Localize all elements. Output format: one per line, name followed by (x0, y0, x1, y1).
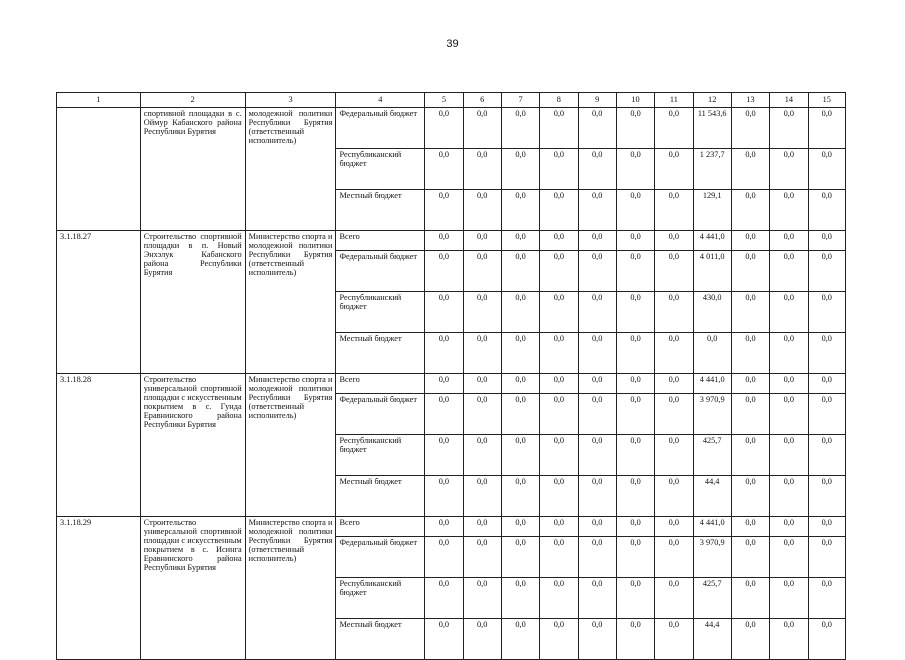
column-number: 14 (770, 93, 808, 108)
funding-value: 0,0 (770, 619, 808, 660)
funding-value: 0,0 (655, 108, 693, 149)
funding-value: 0,0 (540, 292, 578, 333)
funding-value: 0,0 (578, 231, 616, 251)
budget-table-body (57, 93, 846, 660)
funding-value: 0,0 (731, 619, 769, 660)
column-number: 2 (140, 93, 245, 108)
funding-value: 0,0 (463, 578, 501, 619)
funding-value: 0,0 (578, 619, 616, 660)
funding-value: 0,0 (731, 333, 769, 374)
funding-value: 0,0 (770, 292, 808, 333)
funding-value: 0,0 (655, 394, 693, 435)
funding-value: 0,0 (425, 394, 463, 435)
funding-value: 0,0 (463, 292, 501, 333)
funding-value: 0,0 (463, 517, 501, 537)
funding-value: 0,0 (540, 251, 578, 292)
funding-value: 0,0 (770, 108, 808, 149)
funding-value: 0,0 (616, 231, 654, 251)
column-number: 1 (57, 93, 141, 108)
column-number-row (57, 93, 846, 108)
funding-value: 0,0 (425, 619, 463, 660)
budget-table (56, 92, 846, 660)
funding-value: 0,0 (463, 619, 501, 660)
funding-value: 4 011,0 (693, 251, 731, 292)
funding-value: 0,0 (731, 149, 769, 190)
funding-value: 0,0 (616, 333, 654, 374)
funding-value: 0,0 (616, 476, 654, 517)
funding-value: 0,0 (655, 251, 693, 292)
funding-value: 0,0 (540, 435, 578, 476)
funding-value: 44,4 (693, 476, 731, 517)
funding-value: 0,0 (463, 149, 501, 190)
table-row (57, 231, 846, 251)
funding-value: 0,0 (578, 333, 616, 374)
funding-value: 0,0 (616, 394, 654, 435)
funding-value: 0,0 (655, 149, 693, 190)
funding-value: 0,0 (655, 435, 693, 476)
funding-value: 0,0 (540, 190, 578, 231)
funding-value: 0,0 (770, 578, 808, 619)
funding-value: 0,0 (731, 292, 769, 333)
funding-value: 0,0 (501, 537, 539, 578)
column-number: 8 (540, 93, 578, 108)
funding-value: 4 441,0 (693, 374, 731, 394)
funding-source: Федеральный бюджет (336, 394, 425, 435)
column-number: 5 (425, 93, 463, 108)
funding-value: 0,0 (540, 537, 578, 578)
funding-value: 0,0 (540, 619, 578, 660)
funding-value: 0,0 (731, 578, 769, 619)
item-name: Строительство спортивной площадки в п. Новый Энхэлук Кабанского района Республики Бурятия (140, 231, 245, 374)
page-number: 39 (446, 38, 459, 50)
funding-value: 0,0 (770, 374, 808, 394)
funding-value: 0,0 (616, 374, 654, 394)
funding-value: 0,0 (463, 231, 501, 251)
funding-value: 0,0 (616, 619, 654, 660)
funding-value: 0,0 (463, 435, 501, 476)
funding-value: 0,0 (616, 251, 654, 292)
funding-value: 0,0 (808, 231, 845, 251)
funding-value: 0,0 (540, 374, 578, 394)
funding-value: 0,0 (540, 476, 578, 517)
funding-value: 0,0 (578, 374, 616, 394)
item-name: спортивной площадки в с. Оймур Кабанского района Республики Бурятия (140, 108, 245, 231)
funding-source: Республиканский бюджет (336, 149, 425, 190)
funding-value: 0,0 (463, 251, 501, 292)
funding-value: 0,0 (808, 619, 845, 660)
funding-value: 0,0 (578, 149, 616, 190)
funding-value: 0,0 (770, 517, 808, 537)
funding-value: 0,0 (578, 108, 616, 149)
funding-value: 0,0 (808, 537, 845, 578)
funding-value: 0,0 (616, 517, 654, 537)
funding-value: 0,0 (655, 578, 693, 619)
funding-value: 0,0 (501, 517, 539, 537)
funding-value: 0,0 (425, 251, 463, 292)
table-row (57, 374, 846, 394)
funding-value: 0,0 (731, 374, 769, 394)
funding-value: 0,0 (425, 333, 463, 374)
funding-value: 0,0 (463, 394, 501, 435)
funding-value: 425,7 (693, 435, 731, 476)
funding-value: 0,0 (770, 149, 808, 190)
funding-value: 0,0 (578, 476, 616, 517)
column-number: 4 (336, 93, 425, 108)
funding-value: 0,0 (731, 190, 769, 231)
funding-value: 0,0 (808, 149, 845, 190)
funding-value: 0,0 (578, 394, 616, 435)
funding-value: 0,0 (770, 537, 808, 578)
funding-value: 0,0 (501, 435, 539, 476)
funding-source: Всего (336, 517, 425, 537)
funding-value: 0,0 (501, 394, 539, 435)
funding-value: 0,0 (540, 149, 578, 190)
funding-value: 3 970,9 (693, 394, 731, 435)
funding-value: 0,0 (578, 517, 616, 537)
funding-value: 0,0 (501, 231, 539, 251)
column-number: 15 (808, 93, 845, 108)
funding-value: 0,0 (425, 476, 463, 517)
funding-value: 0,0 (731, 251, 769, 292)
item-name: Строительство универсальной спортивной площадки с искусственным покрытием в с. Гунда Еравнинского района Республики Бурятия (140, 374, 245, 517)
table-row (57, 517, 846, 537)
funding-source: Республиканский бюджет (336, 578, 425, 619)
item-executor: Министерство спорта и молодежной политики Республики Бурятия (ответственный исполнитель) (245, 517, 336, 660)
funding-value: 44,4 (693, 619, 731, 660)
funding-value: 0,0 (693, 333, 731, 374)
funding-value: 4 441,0 (693, 231, 731, 251)
funding-value: 0,0 (578, 292, 616, 333)
funding-value: 0,0 (808, 578, 845, 619)
funding-value: 0,0 (770, 190, 808, 231)
funding-value: 0,0 (655, 619, 693, 660)
funding-value: 0,0 (425, 435, 463, 476)
funding-value: 0,0 (425, 231, 463, 251)
funding-value: 0,0 (616, 578, 654, 619)
funding-value: 0,0 (463, 190, 501, 231)
funding-value: 0,0 (731, 517, 769, 537)
funding-source: Республиканский бюджет (336, 435, 425, 476)
column-number: 7 (501, 93, 539, 108)
funding-value: 0,0 (731, 476, 769, 517)
funding-value: 129,1 (693, 190, 731, 231)
funding-source: Всего (336, 231, 425, 251)
funding-value: 0,0 (578, 578, 616, 619)
funding-value: 0,0 (655, 476, 693, 517)
funding-value: 0,0 (501, 578, 539, 619)
funding-source: Местный бюджет (336, 190, 425, 231)
funding-source: Федеральный бюджет (336, 537, 425, 578)
funding-value: 0,0 (808, 251, 845, 292)
funding-value: 0,0 (425, 190, 463, 231)
funding-value: 0,0 (463, 333, 501, 374)
funding-value: 0,0 (578, 251, 616, 292)
funding-value: 0,0 (808, 435, 845, 476)
funding-value: 0,0 (655, 231, 693, 251)
funding-value: 0,0 (501, 374, 539, 394)
funding-value: 0,0 (655, 333, 693, 374)
column-number: 12 (693, 93, 731, 108)
funding-value: 0,0 (616, 435, 654, 476)
funding-value: 0,0 (808, 108, 845, 149)
funding-value: 0,0 (501, 292, 539, 333)
funding-value: 0,0 (463, 108, 501, 149)
item-code: 3.1.18.27 (57, 231, 141, 374)
funding-value: 0,0 (731, 537, 769, 578)
funding-value: 0,0 (770, 476, 808, 517)
column-number: 13 (731, 93, 769, 108)
funding-value: 0,0 (501, 476, 539, 517)
funding-value: 0,0 (655, 537, 693, 578)
funding-value: 0,0 (540, 231, 578, 251)
funding-source: Республиканский бюджет (336, 292, 425, 333)
column-number: 11 (655, 93, 693, 108)
funding-value: 0,0 (731, 394, 769, 435)
funding-value: 11 543,6 (693, 108, 731, 149)
funding-source: Всего (336, 374, 425, 394)
item-name: Строительство универсальной спортивной площадки с искусственным покрытием в с. Исинга Еравнинского района Республики Бурятия (140, 517, 245, 660)
funding-value: 425,7 (693, 578, 731, 619)
item-executor: Министерство спорта и молодежной политики Республики Бурятия (ответственный исполнитель) (245, 231, 336, 374)
funding-value: 0,0 (808, 190, 845, 231)
funding-value: 430,0 (693, 292, 731, 333)
funding-value: 0,0 (655, 374, 693, 394)
funding-value: 0,0 (501, 619, 539, 660)
funding-value: 0,0 (501, 190, 539, 231)
column-number: 6 (463, 93, 501, 108)
item-executor: молодежной политики Республики Бурятия (ответственный исполнитель) (245, 108, 336, 231)
table-row (57, 108, 846, 149)
funding-source: Местный бюджет (336, 619, 425, 660)
funding-value: 0,0 (425, 537, 463, 578)
funding-value: 0,0 (463, 374, 501, 394)
funding-value: 0,0 (731, 435, 769, 476)
funding-value: 0,0 (425, 108, 463, 149)
funding-value: 0,0 (655, 190, 693, 231)
funding-value: 0,0 (616, 108, 654, 149)
funding-value: 0,0 (425, 374, 463, 394)
funding-value: 0,0 (425, 578, 463, 619)
funding-value: 0,0 (770, 231, 808, 251)
funding-value: 0,0 (578, 537, 616, 578)
funding-value: 0,0 (616, 149, 654, 190)
funding-value: 0,0 (616, 292, 654, 333)
funding-value: 0,0 (770, 251, 808, 292)
funding-value: 0,0 (463, 537, 501, 578)
item-code (57, 108, 141, 231)
item-code: 3.1.18.28 (57, 374, 141, 517)
funding-value: 0,0 (540, 394, 578, 435)
funding-value: 4 441,0 (693, 517, 731, 537)
funding-value: 0,0 (540, 333, 578, 374)
funding-value: 0,0 (463, 476, 501, 517)
funding-value: 0,0 (578, 190, 616, 231)
funding-value: 0,0 (808, 333, 845, 374)
funding-value: 0,0 (578, 435, 616, 476)
funding-value: 0,0 (731, 108, 769, 149)
funding-value: 0,0 (540, 517, 578, 537)
funding-source: Федеральный бюджет (336, 108, 425, 149)
funding-value: 0,0 (808, 292, 845, 333)
funding-value: 0,0 (808, 517, 845, 537)
column-number: 3 (245, 93, 336, 108)
funding-value: 0,0 (770, 435, 808, 476)
funding-value: 0,0 (425, 149, 463, 190)
item-executor: Министерство спорта и молодежной политики Республики Бурятия (ответственный исполнитель) (245, 374, 336, 517)
funding-value: 0,0 (808, 374, 845, 394)
funding-value: 0,0 (655, 292, 693, 333)
funding-value: 0,0 (808, 476, 845, 517)
funding-value: 0,0 (501, 149, 539, 190)
funding-value: 0,0 (501, 251, 539, 292)
funding-value: 0,0 (616, 190, 654, 231)
funding-source: Местный бюджет (336, 476, 425, 517)
funding-value: 0,0 (731, 231, 769, 251)
column-number: 10 (616, 93, 654, 108)
funding-value: 0,0 (616, 537, 654, 578)
funding-value: 0,0 (425, 292, 463, 333)
funding-value: 1 237,7 (693, 149, 731, 190)
funding-value: 0,0 (770, 394, 808, 435)
funding-source: Местный бюджет (336, 333, 425, 374)
funding-value: 0,0 (501, 333, 539, 374)
funding-value: 3 970,9 (693, 537, 731, 578)
funding-value: 0,0 (808, 394, 845, 435)
funding-value: 0,0 (655, 517, 693, 537)
funding-value: 0,0 (540, 578, 578, 619)
item-code: 3.1.18.29 (57, 517, 141, 660)
funding-source: Федеральный бюджет (336, 251, 425, 292)
funding-value: 0,0 (770, 333, 808, 374)
column-number: 9 (578, 93, 616, 108)
funding-value: 0,0 (501, 108, 539, 149)
funding-value: 0,0 (425, 517, 463, 537)
funding-value: 0,0 (540, 108, 578, 149)
